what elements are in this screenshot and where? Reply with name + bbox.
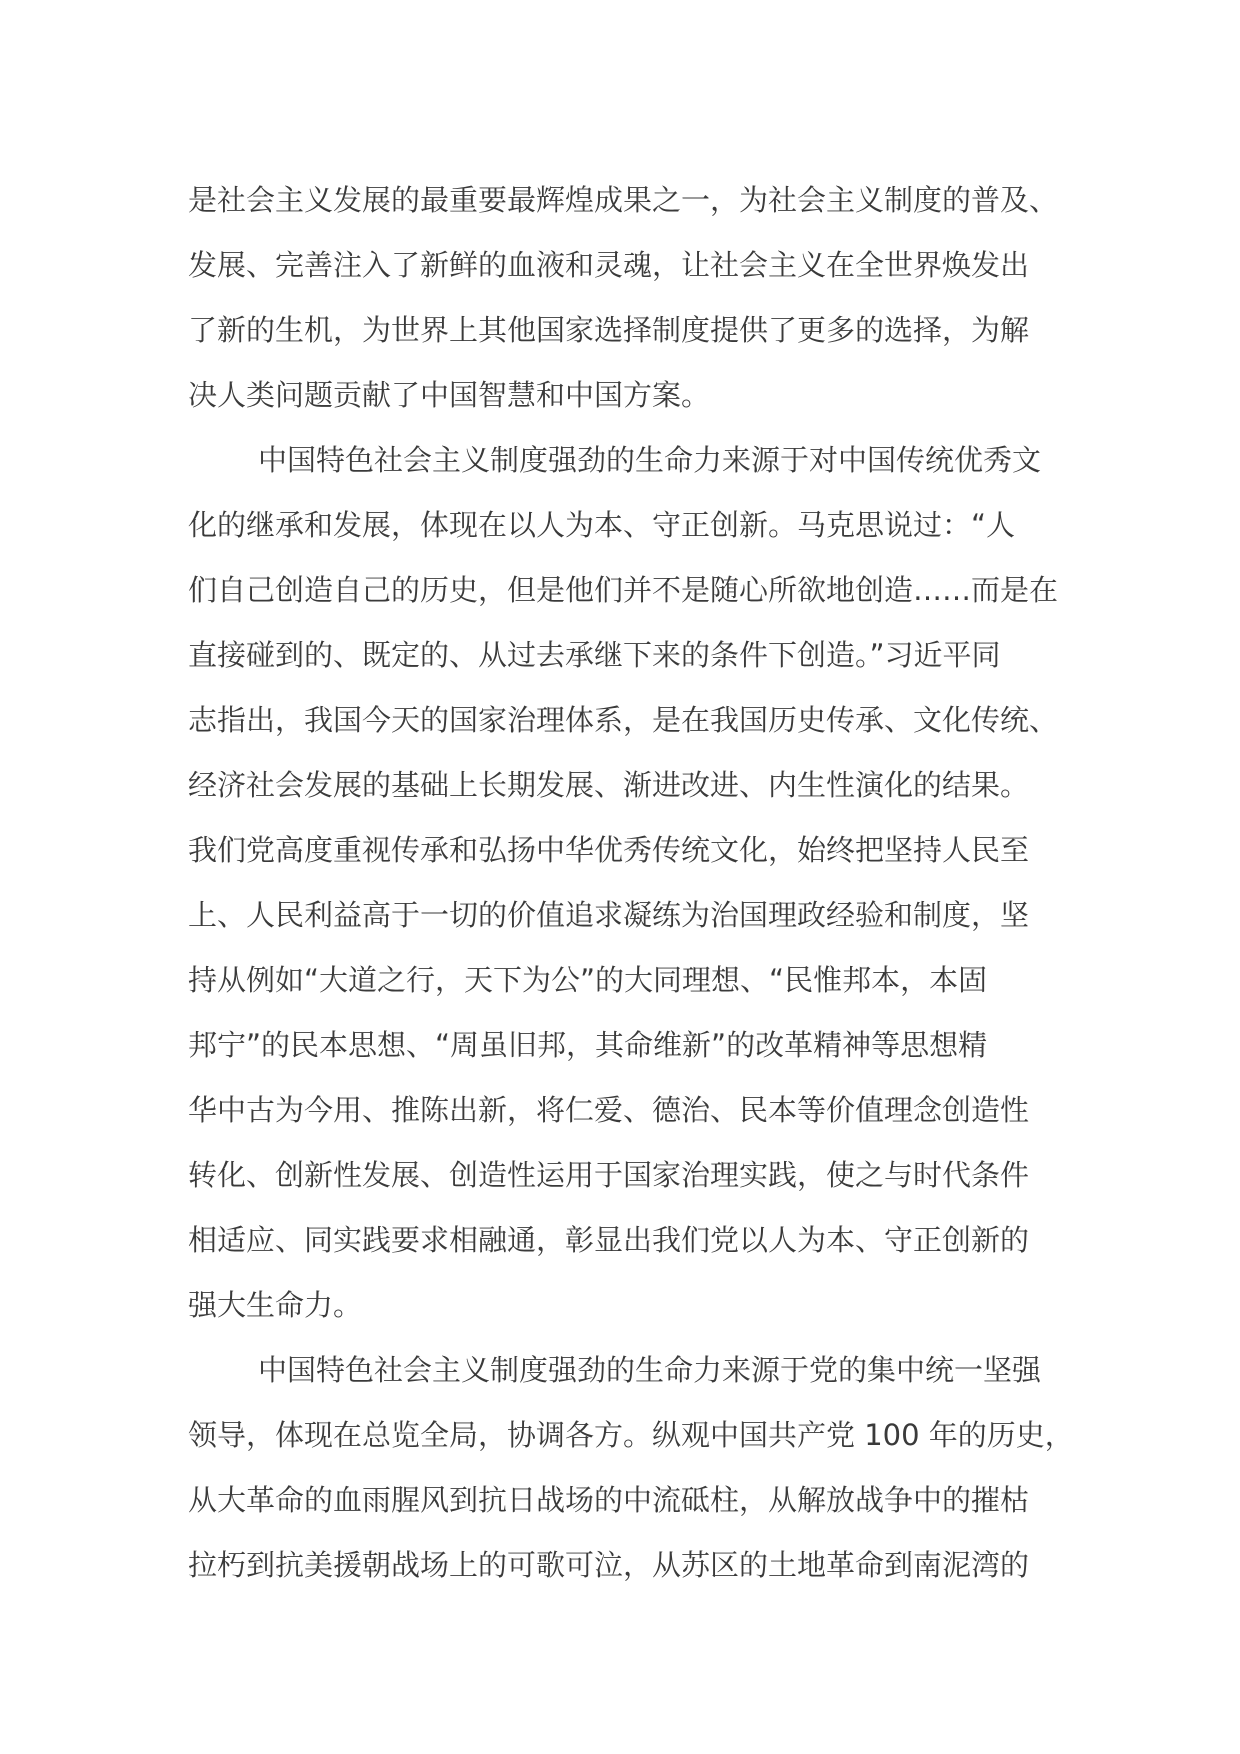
text-line: 强大生命力。: [188, 1288, 363, 1322]
text-line: 领导，体现在总览全局，协调各方。纵观中国共产党 100 年的历史，: [188, 1418, 1074, 1452]
text-line: 志指出，我国今天的国家治理体系，是在我国历史传承、文化传统、: [188, 703, 1059, 737]
text-line: 们自己创造自己的历史，但是他们并不是随心所欲地创造……而是在: [188, 573, 1059, 607]
text-line: 邦宁”的民本思想、“周虽旧邦，其命维新”的改革精神等思想精: [188, 1028, 988, 1062]
text-line: 是社会主义发展的最重要最辉煌成果之一，为社会主义制度的普及、: [188, 183, 1059, 217]
text-line: 从大革命的血雨腥风到抗日战场的中流砥柱，从解放战争中的摧枯: [188, 1483, 1030, 1517]
text-line: 华中古为今用、推陈出新，将仁爱、德治、民本等价值理念创造性: [188, 1093, 1030, 1127]
text-line: 直接碰到的、既定的、从过去承继下来的条件下创造。”习近平同: [188, 638, 1001, 672]
text-line: 了新的生机，为世界上其他国家选择制度提供了更多的选择，为解: [188, 313, 1030, 347]
paragraph-first-line: 中国特色社会主义制度强劲的生命力来源于党的集中统一坚强: [258, 1353, 1042, 1387]
text-line: 化的继承和发展，体现在以人为本、守正创新。马克思说过：“人: [188, 508, 1016, 542]
text-line: 上、人民利益高于一切的价值追求凝练为治国理政经验和制度，坚: [188, 898, 1030, 932]
text-line: 发展、完善注入了新鲜的血液和灵魂，让社会主义在全世界焕发出: [188, 248, 1030, 282]
text-line: 转化、创新性发展、创造性运用于国家治理实践，使之与时代条件: [188, 1158, 1030, 1192]
text-line: 经济社会发展的基础上长期发展、渐进改进、内生性演化的结果。: [188, 768, 1030, 802]
text-line: 拉朽到抗美援朝战场上的可歌可泣，从苏区的土地革命到南泥湾的: [188, 1548, 1030, 1582]
body-text: [188, 168, 1074, 1598]
paragraph-first-line: 中国特色社会主义制度强劲的生命力来源于对中国传统优秀文: [258, 443, 1042, 477]
text-line: 我们党高度重视传承和弘扬中华优秀传统文化，始终把坚持人民至: [188, 833, 1030, 867]
text-line: 相适应、同实践要求相融通，彰显出我们党以人为本、守正创新的: [188, 1223, 1030, 1257]
text-line: 持从例如“大道之行，天下为公”的大同理想、“民惟邦本，本固: [188, 963, 988, 997]
text-line: 决人类问题贡献了中国智慧和中国方案。: [188, 378, 711, 412]
